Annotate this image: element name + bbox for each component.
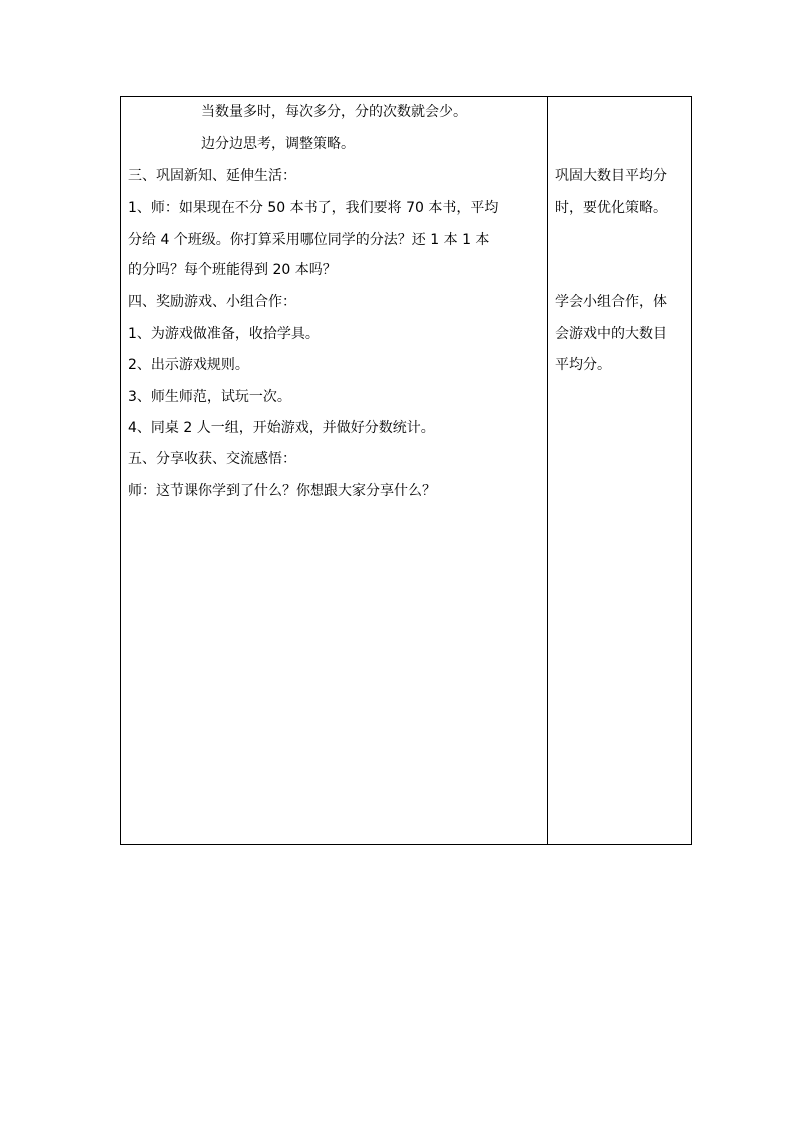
section-4-item-2: 2、出示游戏规则。 (128, 357, 249, 373)
section-3-heading: 三、巩固新知、延伸生活： (128, 168, 296, 184)
summary-line-2: 边分边思考，调整策略。 (201, 136, 355, 152)
intent-1-line-1: 巩固大数目平均分 (555, 168, 667, 184)
section-4-heading: 四、奖励游戏、小组合作： (128, 294, 296, 310)
summary-line-1: 当数量多时，每次多分，分的次数就会少。 (201, 104, 467, 120)
intent-2-line-3: 平均分。 (555, 357, 611, 373)
intent-2-line-1: 学会小组合作，体 (555, 294, 667, 310)
section-5-teacher-question: 师：这节课你学到了什么？你想跟大家分享什么？ (128, 483, 436, 499)
section-4-item-4: 4、同桌 2 人一组，开始游戏，并做好分数统计。 (128, 420, 435, 436)
section-3-item-1-line-2: 分给 4 个班级。你打算采用哪位同学的分法？还 1 本 1 本 (128, 232, 490, 248)
intent-2-line-2: 会游戏中的大数目 (555, 326, 667, 342)
intent-1-line-2: 时，要优化策略。 (555, 200, 667, 216)
section-5-heading: 五、分享收获、交流感悟： (128, 451, 296, 467)
section-4-item-1: 1、为游戏做准备，收拾学具。 (128, 326, 319, 342)
section-3-item-1-line-1: 1、师：如果现在不分 50 本书了，我们要将 70 本书，平均 (128, 200, 499, 216)
column-divider (547, 97, 548, 844)
lesson-plan-table (120, 96, 692, 845)
section-3-item-1-line-3: 的分吗？每个班能得到 20 本吗？ (128, 262, 337, 278)
section-4-item-3: 3、师生师范，试玩一次。 (128, 389, 291, 405)
